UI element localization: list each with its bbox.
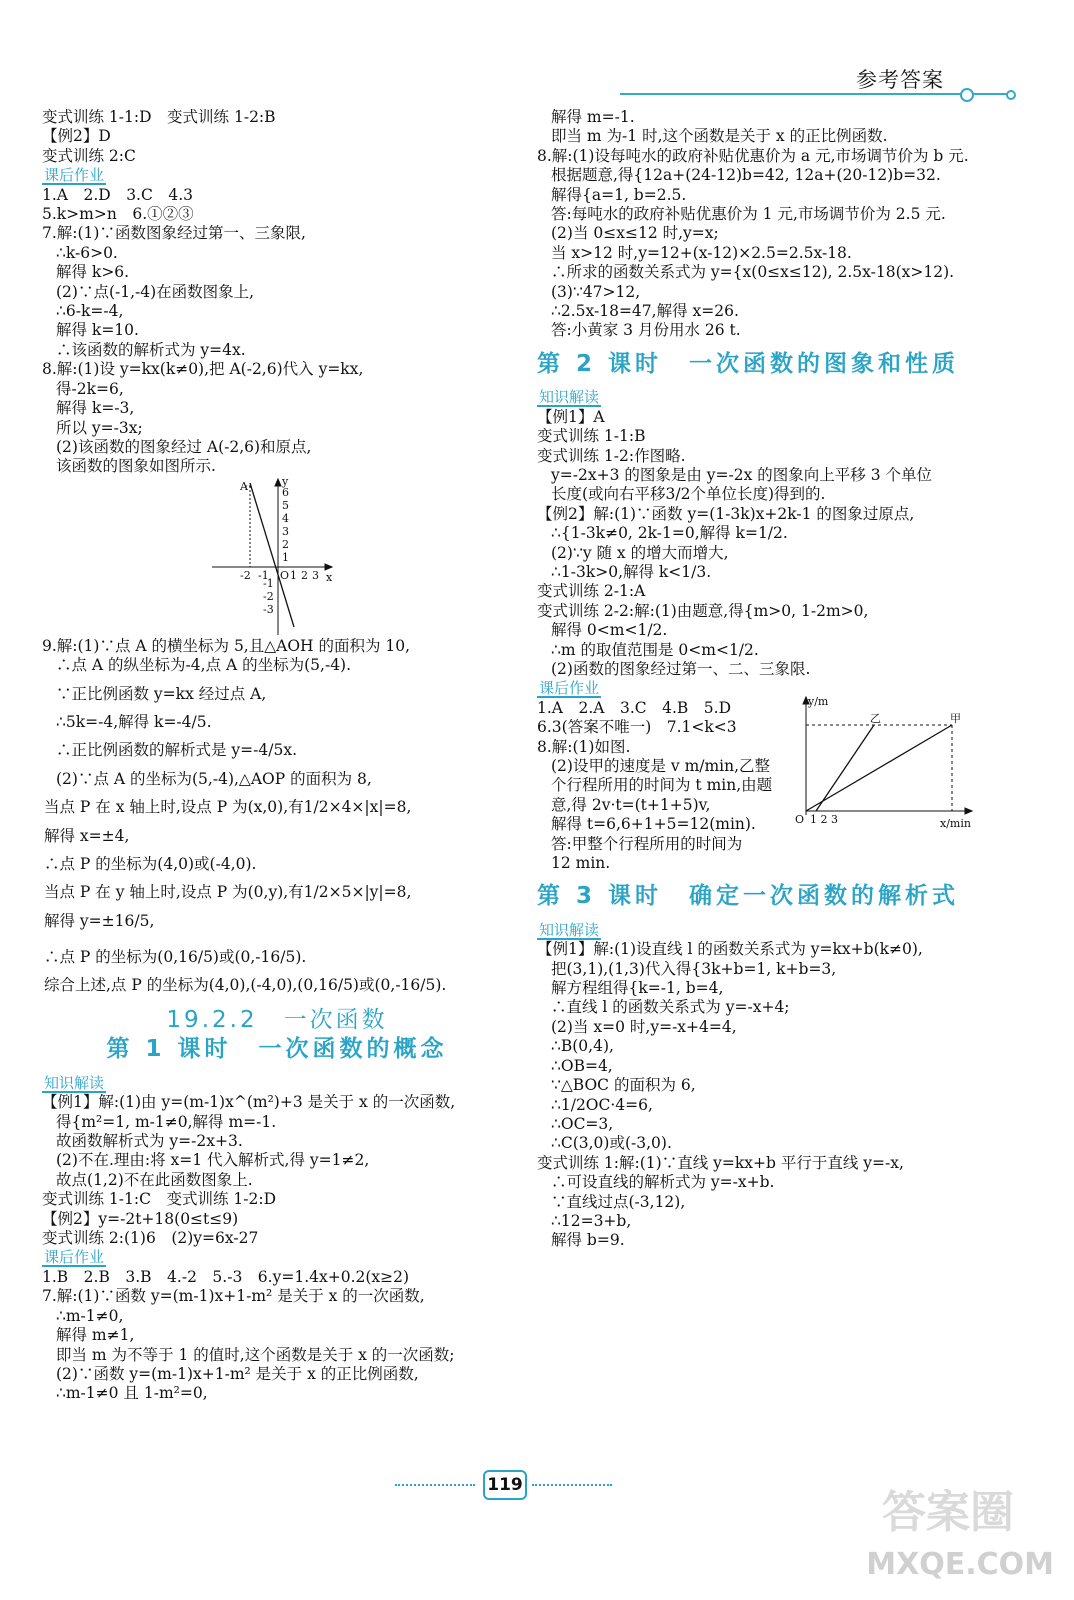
- y-axis-label: y: [282, 476, 289, 488]
- text-line: ∴1-3k>0,解得 k<1/3.: [551, 562, 712, 581]
- text-line: 解得 x=±4,: [44, 826, 130, 845]
- text-line: ∴12=3+b,: [551, 1211, 632, 1230]
- text-line: ∴6-k=-4,: [56, 302, 124, 321]
- text-line: ∴该函数的解析式为 y=4x.: [56, 340, 246, 359]
- text-line: 1.A 2.A 3.C 4.B 5.D: [537, 698, 732, 717]
- text-line: ∴{1-3k≠0, 2k-1=0,解得 k=1/2.: [551, 524, 788, 543]
- text-line: 答:甲整个行程所用的时间为: [551, 834, 743, 853]
- text-line: 【例1】解:(1)设直线 l 的函数关系式为 y=kx+b(k≠0),: [537, 940, 923, 959]
- text-line: 【例2】y=-2t+18(0≤t≤9): [42, 1209, 239, 1228]
- text-line: 综合上述,点 P 的坐标为(4,0),(-4,0),(0,16/5)或(0,-16/5).: [44, 975, 447, 994]
- y-tick: -1: [263, 576, 274, 590]
- left-block-b: [42, 186, 512, 244]
- text-line: 答:每吨水的政府补贴优惠价为 1 元,市场调节价为 2.5 元.: [551, 205, 946, 224]
- text-line: 故函数解析式为 y=-2x+3.: [56, 1132, 243, 1151]
- text-line: ∴C(3,0)或(-3,0).: [551, 1134, 672, 1153]
- left-block-i: [42, 948, 512, 967]
- left-block-o: [42, 1307, 512, 1404]
- text-line: 解得 m=-1.: [551, 108, 635, 126]
- text-line: 解得 k>6.: [56, 263, 130, 282]
- page-number: 119: [483, 1470, 527, 1500]
- left-block-a: [42, 108, 512, 166]
- text-line: 6.3(答案不唯一) 7.1<k<3: [537, 718, 737, 737]
- text-line: ∴点 P 的坐标为(0,16/5)或(0,-16/5).: [44, 948, 307, 967]
- text-line: 即当 m 为不等于 1 的值时,这个函数是关于 x 的一次函数;: [56, 1345, 455, 1364]
- section-tag-knowledge-3: 知识解读: [539, 920, 600, 939]
- text-line: 【例1】A: [537, 407, 605, 426]
- left-block-d: [42, 360, 512, 379]
- text-line: (2)函数的图象经过第一、二、三象限.: [551, 659, 811, 678]
- left-block-h: [42, 798, 512, 931]
- right-block-g: [537, 524, 1037, 582]
- right-block-i: [537, 621, 1037, 679]
- x-ticks: 1 2 3: [810, 812, 838, 826]
- left-block-c: [42, 244, 512, 360]
- text-line: (2)当 x=0 时,y=-x+4=4,: [551, 1017, 737, 1036]
- text-line: 该函数的图象如图所示.: [56, 457, 216, 476]
- text-line: 解方程组得{k=-1, b=4,: [551, 979, 724, 998]
- text-line: 解得{a=1, b=2.5.: [551, 185, 687, 204]
- x-tick: -1: [258, 568, 269, 582]
- text-line: 当点 P 在 y 轴上时,设点 P 为(0,y),有1/2×5×|y|=8,: [44, 883, 412, 902]
- right-block-l: [537, 940, 1037, 959]
- section-tag-knowledge-2: 知识解读: [539, 388, 600, 407]
- text-line: 【例2】解:(1)∵函数 y=(1-3k)x+2k-1 的图象过原点,: [537, 504, 915, 523]
- text-line: 变式训练 1-1:B: [537, 427, 646, 446]
- text-line: 故点(1,2)不在此函数图象上.: [56, 1170, 253, 1189]
- text-line: ∴2.5x-18=47,解得 x=26.: [551, 302, 739, 321]
- text-line: 根据题意,得{12a+(24-12)b=42, 12a+(20-12)b=32.: [551, 166, 941, 185]
- text-line: 个行程所用的时间为 t min,由题: [551, 776, 773, 795]
- text-line: 解得 k=-3,: [56, 399, 135, 418]
- text-line: ∴5k=-4,解得 k=-4/5.: [56, 712, 212, 731]
- text-line: ∴m-1≠0 且 1-m²=0,: [56, 1384, 208, 1403]
- line-label-yi: 乙: [870, 711, 881, 725]
- text-line: 7.解:(1)∵函数图象经过第一、三象限,: [42, 224, 306, 243]
- x-tick: 1: [290, 568, 297, 582]
- origin-label: O: [795, 812, 805, 826]
- right-block-a: [537, 108, 1037, 147]
- section-tag-homework-2: 课后作业: [44, 1248, 105, 1267]
- text-line: ∴可设直线的解析式为 y=-x+b.: [551, 1173, 775, 1192]
- right-block-o: [537, 1173, 1037, 1251]
- graph-figure: [42, 477, 512, 637]
- section-tag-homework-3: 课后作业: [539, 679, 600, 698]
- text-line: ∵直线过点(-3,12),: [551, 1192, 686, 1211]
- watermark-text-2: 答案圈: [882, 1487, 1014, 1538]
- text-line: 变式训练 1-1:D 变式训练 1-2:B: [42, 108, 276, 126]
- text-line: (2)∵点 A 的坐标为(5,-4),△AOP 的面积为 8,: [56, 769, 372, 788]
- left-block-j: [42, 976, 512, 995]
- text-line: 变式训练 2:(1)6 (2)y=6x-27: [42, 1229, 259, 1248]
- text-line: 解得 0<m<1/2.: [551, 621, 668, 640]
- text-line: 把(3,1),(1,3)代入得{3k+b=1, k+b=3,: [551, 959, 837, 978]
- text-line: 变式训练 2:C: [42, 146, 136, 165]
- hw-block: [537, 694, 1037, 874]
- x-tick: -2: [240, 568, 251, 582]
- text-line: 解得 k=10.: [56, 321, 139, 340]
- x-tick: 2: [301, 568, 308, 582]
- text-line: (2)∵函数 y=(m-1)x+1-m² 是关于 x 的正比例函数,: [56, 1364, 419, 1383]
- text-line: (3)∵47>12,: [551, 282, 641, 301]
- text-line: 变式训练 2-1:A: [537, 582, 646, 601]
- text-line: (2)该函数的图象经过 A(-2,6)和原点,: [56, 437, 312, 456]
- text-line: 即当 m 为-1 时,这个函数是关于 x 的正比例函数.: [551, 127, 888, 146]
- text-line: 当 x>12 时,y=12+(x-12)×2.5=2.5x-18.: [551, 243, 852, 262]
- header-rule: [620, 93, 1010, 95]
- text-line: (2)设甲的速度是 v m/min,乙整: [551, 757, 771, 775]
- text-line: 当点 P 在 x 轴上时,设点 P 为(x,0),有1/2×4×|x|=8,: [44, 798, 412, 817]
- y-tick: -3: [263, 602, 274, 616]
- text-line: 【例2】D: [42, 127, 111, 146]
- right-block-b: [537, 147, 1037, 166]
- text-line: 解得 m≠1,: [56, 1326, 135, 1345]
- text-line: 7.解:(1)∵函数 y=(m-1)x+1-m² 是关于 x 的一次函数,: [42, 1287, 425, 1306]
- right-block-h: [537, 582, 1037, 621]
- text-line: 变式训练 1:解:(1)∵直线 y=kx+b 平行于直线 y=-x,: [537, 1153, 904, 1172]
- text-line: 答:小黄家 3 月份用水 26 t.: [551, 321, 741, 340]
- y-tick: 2: [282, 537, 289, 551]
- text-line: ∵△BOC 的面积为 6,: [551, 1076, 696, 1095]
- right-block-e: [537, 466, 1037, 505]
- text-line: ∴正比例函数的解析式是 y=-4/5x.: [56, 741, 298, 760]
- left-block-g: [42, 656, 512, 789]
- footer-dots-right: [532, 1484, 612, 1486]
- left-block-l: [42, 1113, 512, 1191]
- text-line: 解得 b=9.: [551, 1231, 625, 1250]
- text-line: 8.解:(1)设 y=kx(k≠0),把 A(-2,6)代入 y=kx,: [42, 360, 364, 379]
- left-block-n: [42, 1268, 512, 1307]
- text-line: (2)∵点(-1,-4)在函数图象上,: [56, 282, 255, 301]
- right-block-d: [537, 408, 1037, 466]
- header-dot-icon: [960, 88, 974, 102]
- right-column: [537, 108, 1037, 1251]
- footer-dots-left: [395, 1484, 475, 1486]
- text-line: ∵正比例函数 y=kx 经过点 A,: [56, 684, 267, 703]
- text-line: 12 min.: [551, 854, 611, 873]
- header-dot-small-icon: [1006, 90, 1016, 100]
- travel-graph-svg: [792, 693, 992, 833]
- x-axis-label: x/min: [940, 816, 971, 830]
- lesson-heading-1: 第 1 课时 一次函数的概念: [106, 1036, 448, 1063]
- text-line: 解得 t=6,6+1+5=12(min).: [551, 815, 756, 834]
- left-column: [42, 108, 512, 1404]
- right-block-c: [537, 166, 1037, 341]
- text-line: 解得 y=±16/5,: [44, 911, 155, 930]
- text-line: 得{m²=1, m-1≠0,解得 m=-1.: [56, 1112, 277, 1131]
- right-block-f: [537, 505, 1037, 524]
- text-line: ∴所求的函数关系式为 y={x(0≤x≤12), 2.5x-18(x>12).: [551, 263, 955, 282]
- lesson-heading-3: 第 3 课时 确定一次函数的解析式: [537, 883, 960, 910]
- text-line: 8.解:(1)如图.: [537, 737, 631, 756]
- text-line: 1.A 2.D 3.C 4.3: [42, 185, 193, 204]
- text-line: 变式训练 1-2:作图略.: [537, 446, 686, 465]
- text-line: 9.解:(1)∵点 A 的横坐标为 5,且△AOH 的面积为 10,: [42, 636, 411, 655]
- right-block-n: [537, 1154, 1037, 1173]
- text-line: (2)∵y 随 x 的增大而增大,: [551, 543, 729, 562]
- text-line: ∴k-6>0.: [56, 243, 118, 262]
- text-line: 意,得 2v·t=(t+1+5)v,: [551, 795, 711, 814]
- line-label-jia: 甲: [950, 711, 961, 725]
- section-tag-homework: 课后作业: [44, 166, 105, 185]
- text-line: 得-2k=6,: [56, 379, 124, 398]
- text-line: ∴直线 l 的函数关系式为 y=-x+4;: [551, 998, 790, 1017]
- text-line: 【例1】解:(1)由 y=(m-1)x^(m²)+3 是关于 x 的一次函数,: [42, 1093, 456, 1112]
- text-line: (2)不在.理由:将 x=1 代入解析式,得 y=1≠2,: [56, 1151, 370, 1170]
- y-tick: 4: [282, 511, 289, 525]
- text-line: 长度(或向右平移3/2个单位长度)得到的.: [551, 485, 826, 504]
- text-line: ∴m 的取值范围是 0<m<1/2.: [551, 640, 759, 659]
- text-line: ∴OC=3,: [551, 1114, 614, 1133]
- right-block-m: [537, 960, 1037, 1154]
- text-line: ∴B(0,4),: [551, 1037, 614, 1056]
- graph-svg: [42, 477, 512, 637]
- origin-label: O: [280, 568, 290, 582]
- text-line: ∴点 A 的纵坐标为-4,点 A 的坐标为(5,-4).: [56, 656, 352, 675]
- y-tick: -2: [263, 589, 274, 603]
- x-tick: 3: [312, 568, 319, 582]
- left-block-k: [42, 1093, 512, 1112]
- header-title: 参考答案: [856, 68, 944, 92]
- text-line: 1.B 2.B 3.B 4.-2 5.-3 6.y=1.4x+0.2(x≥2): [42, 1267, 410, 1286]
- y-tick: 3: [282, 524, 289, 538]
- left-block-m: [42, 1190, 512, 1248]
- section-heading: 19.2.2 一次函数: [166, 1007, 388, 1033]
- text-line: ∴OB=4,: [551, 1056, 613, 1075]
- x-axis-label: x: [326, 570, 333, 584]
- y-axis-label: y/m: [808, 694, 829, 708]
- text-line: (2)当 0≤x≤12 时,y=x;: [551, 224, 719, 243]
- text-line: 所以 y=-3x;: [56, 418, 143, 437]
- text-line: y=-2x+3 的图象是由 y=-2x 的图象向上平移 3 个单位: [551, 465, 933, 484]
- lesson-heading-2: 第 2 课时 一次函数的图象和性质: [537, 350, 960, 377]
- text-line: ∴m-1≠0,: [56, 1306, 124, 1325]
- text-line: ∴1/2OC·4=6,: [551, 1095, 653, 1114]
- text-line: 8.解:(1)设每吨水的政府补贴优惠价为 a 元,市场调节价为 b 元.: [537, 146, 969, 165]
- text-line: ∴点 P 的坐标为(4,0)或(-4,0).: [44, 854, 257, 873]
- left-block-f: [42, 637, 512, 656]
- text-line: 变式训练 2-2:解:(1)由题意,得{m>0, 1-2m>0,: [537, 601, 869, 620]
- watermark-text: MXQE.COM: [866, 1547, 1054, 1582]
- y-tick: 1: [282, 550, 289, 564]
- left-block-e: [42, 380, 512, 477]
- section-tag-knowledge: 知识解读: [44, 1073, 105, 1092]
- text-line: 变式训练 1-1:C 变式训练 1-2:D: [42, 1190, 277, 1209]
- point-A-label: A: [240, 479, 248, 493]
- y-tick: 5: [282, 498, 289, 512]
- y-tick: 6: [282, 485, 289, 499]
- text-line: 5.k>m>n 6.①②③: [42, 205, 194, 224]
- right-block-k: [537, 757, 807, 873]
